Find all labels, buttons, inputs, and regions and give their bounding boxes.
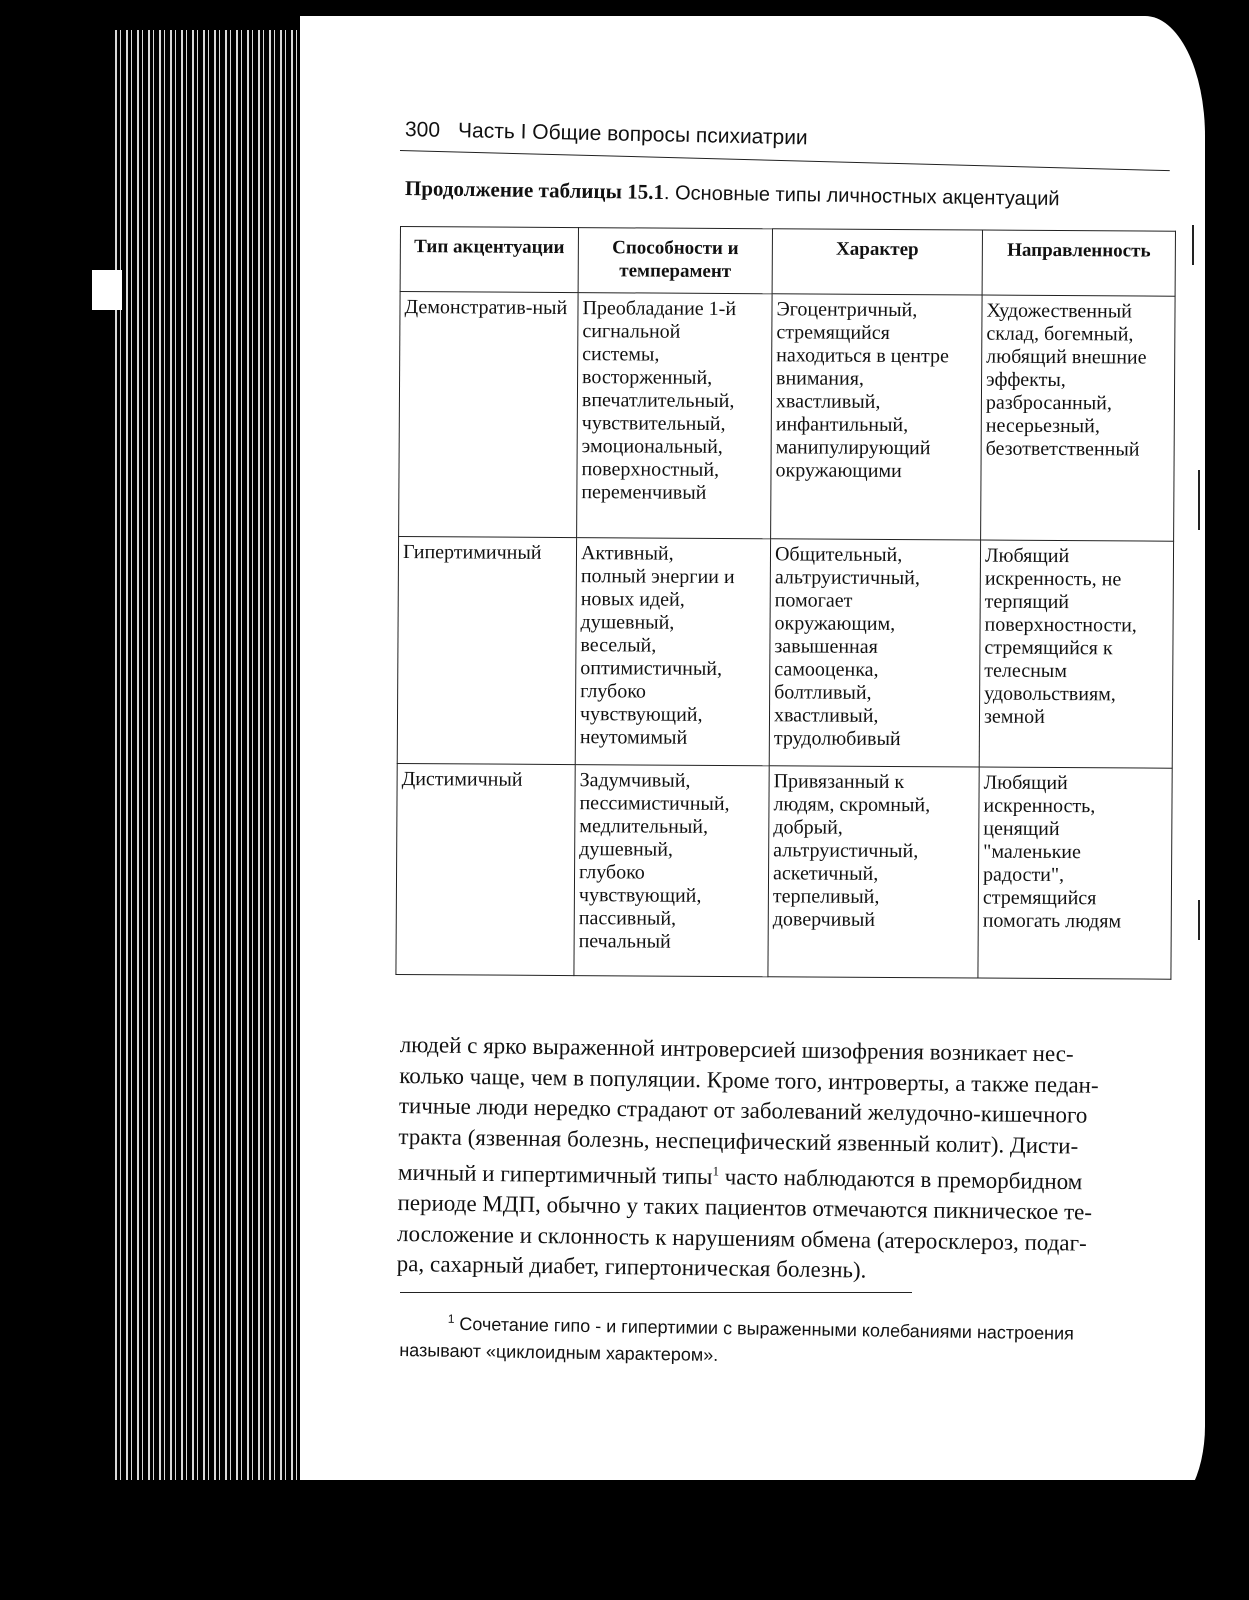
scan-shadow [40, 1480, 1249, 1600]
cell-line: внимания, [776, 367, 865, 390]
cell-line: стремящийся [982, 886, 1097, 910]
col-header-orientation: Направленность [982, 230, 1175, 296]
cell-line: Художественный [986, 299, 1132, 323]
footnote-line: называют «циклоидным характером». [399, 1339, 719, 1366]
footnote-rule [400, 1292, 912, 1293]
cell-line: разбросанный, [985, 391, 1112, 415]
cell-line: сигнальной [582, 320, 681, 343]
cell-line: неутомимый [579, 726, 688, 749]
cell-line: душевный, [580, 611, 675, 634]
footnote-marker: 1 [447, 1311, 455, 1326]
body-line-text: мичный и гипертимичный типы [397, 1159, 713, 1190]
cell-line: ценящий [983, 817, 1060, 841]
footnote [399, 1305, 1190, 1376]
cell-line: душевный, [579, 838, 674, 861]
caption-label: Продолжение таблицы 15.1 [404, 176, 665, 205]
cell-line: переменчивый [581, 481, 707, 504]
cell-line: хвастливый, [775, 390, 881, 413]
cell-line: восторженный, [582, 366, 713, 389]
cell-line: аскетичный, [772, 862, 879, 885]
body-line: людей с ярко выраженной интроверсией шизофрения возникает нес- [399, 1031, 1074, 1067]
cell-line: Общительный, [774, 543, 903, 567]
col-header-character: Характер [772, 229, 982, 295]
cell-line: оптимистичный, [580, 657, 723, 680]
cell-line: склад, богемный, [986, 322, 1134, 346]
cell-line: веселый, [580, 634, 657, 657]
body-line: тракта (язвенная болезнь, неспецифический язвенный колит). Дисти- [398, 1123, 1079, 1158]
cell-line: печальный [578, 930, 671, 953]
cell-line: манипулирующий [775, 436, 931, 460]
cell-line: находиться в центре [776, 344, 949, 368]
col-header-abilities: Способности и темперамент [578, 228, 772, 294]
margin-mark [1192, 225, 1194, 265]
cell-line: Привязанный к [773, 770, 905, 794]
cell-line: телесным [984, 659, 1068, 683]
cell-line: болтливый, [774, 681, 872, 704]
cell-line: альтруистичный, [774, 566, 920, 590]
cell-orientation [978, 767, 1172, 979]
table-row [397, 536, 1173, 768]
margin-mark [1198, 900, 1200, 940]
table-row [396, 763, 1172, 979]
cell-abilities [575, 538, 770, 766]
cell-line: пассивный, [578, 907, 677, 930]
footnote-text: Сочетание гипо - и гипертимии с выраженными колебаниями настроения [454, 1313, 1075, 1344]
cell-line: добрый, [773, 816, 843, 839]
cell-type: Дистимичный [396, 763, 575, 975]
book-page-edges [115, 30, 315, 1490]
cell-line: земной [983, 705, 1045, 728]
cell-line: хвастливый, [773, 704, 879, 727]
body-line: колько чаще, чем в популяции. Кроме того, интроверты, а также педан- [399, 1062, 1099, 1098]
cell-line: глубоко [580, 680, 647, 703]
cell-line: Любящий [984, 544, 1070, 568]
cell-line: медлительный, [579, 815, 709, 838]
cell-line: Эгоцентричный, [776, 298, 918, 322]
cell-line: безответственный [985, 437, 1140, 461]
cell-character [769, 539, 980, 767]
cell-line: трудолюбивый [773, 727, 901, 751]
body-paragraph [397, 1030, 1185, 1291]
body-line: тичные люди нередко страдают от заболеваний желудочно-кишечного [398, 1092, 1088, 1128]
cell-line: чувствительный, [581, 412, 726, 435]
cell-line: эмоциональный, [581, 435, 723, 458]
footnote-ref[interactable]: 1 [712, 1163, 720, 1179]
cell-line: удовольствиям, [984, 682, 1116, 706]
cell-line: помогает [774, 589, 853, 612]
cell-line: искренность, [983, 794, 1096, 818]
cell-line: стремящийся к [984, 636, 1113, 660]
cell-line: самооценка, [774, 658, 879, 681]
cell-line: пессимистичный, [579, 792, 730, 816]
cell-line: инфантильный, [775, 413, 909, 437]
cell-line: искренность, не [984, 567, 1122, 591]
cell-orientation [979, 540, 1173, 768]
cell-line: Активный, [580, 542, 674, 565]
cell-line: терпящий [984, 590, 1070, 614]
cell-line: новых идей, [580, 588, 685, 611]
cell-line: глубоко [578, 861, 645, 884]
cell-line: стремящийся [776, 321, 890, 344]
cell-line: системы, [582, 343, 660, 366]
cell-line: любящий внешние [986, 345, 1147, 369]
cell-character [768, 766, 979, 978]
accentuation-table [395, 226, 1176, 980]
cell-line: людям, скромный, [773, 793, 931, 817]
cell-line: альтруистичный, [773, 839, 919, 863]
caption-text: . Основные типы личностных акцентуаций [663, 182, 1060, 211]
table-header-row [400, 227, 1175, 297]
cell-line: поверхностности, [984, 613, 1137, 637]
section-title: Часть I Общие вопросы психиатрии [457, 119, 808, 150]
cell-line: несерьезный, [985, 414, 1100, 438]
body-line-text: часто наблюдаются в преморбидном [718, 1164, 1083, 1195]
cell-line: радости", [982, 863, 1065, 887]
cell-line: чувствующий, [578, 884, 702, 907]
cell-line: эффекты, [986, 368, 1066, 392]
body-line: ра, сахарный диабет, гипертоническая болезнь). [396, 1251, 867, 1283]
cell-line: окружающими [775, 459, 902, 483]
body-line: лосложение и склонность к нарушениям обмена (атеросклероз, подаг- [396, 1220, 1087, 1256]
cell-line: поверхностный, [581, 458, 720, 481]
cell-line: Задумчивый, [579, 769, 691, 792]
cell-line: чувствующий, [579, 703, 703, 726]
table-row [399, 292, 1175, 542]
cell-line: "маленькие [983, 840, 1081, 864]
cell-orientation [981, 295, 1175, 541]
cell-line: доверчивый [772, 908, 876, 931]
cell-abilities [577, 293, 772, 539]
body-line: периоде МДП, обычно у таких пациентов отмечаются пикническое те- [397, 1190, 1093, 1225]
cell-line: впечатлительный, [581, 389, 735, 413]
cell-line: терпеливый, [772, 885, 880, 908]
col-header-type: Тип акцентуации [400, 227, 578, 293]
margin-mark [1198, 470, 1200, 530]
cell-line: Любящий [983, 771, 1068, 795]
cell-type: Гипертимичный [397, 536, 576, 764]
cell-line: помогать людям [982, 909, 1122, 933]
page-tab-mark [92, 270, 122, 310]
cell-line: окружающим, [774, 612, 896, 636]
cell-abilities [574, 765, 769, 977]
cell-type: Демонстратив-ный [399, 292, 578, 538]
cell-line: Преобладание 1-й [582, 297, 737, 321]
cell-character [771, 294, 982, 540]
cell-line: полный энергии и [580, 565, 735, 589]
cell-line: завышенная [774, 635, 878, 658]
page-number: 300 [404, 118, 441, 142]
